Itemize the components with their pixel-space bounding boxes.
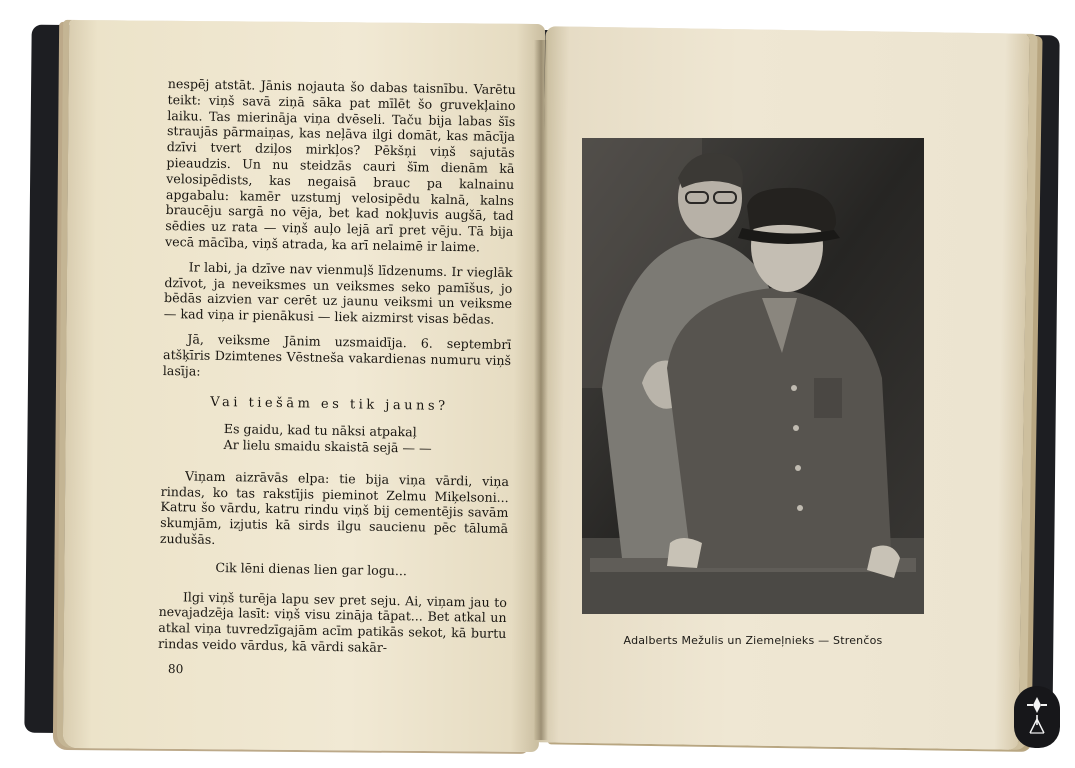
poem-line-2: Ar lielu smaidu skaistā sejā — — xyxy=(223,436,432,456)
poem-line-1: Es gaidu, kad tu nāksi atpakaļ xyxy=(223,421,417,440)
left-page-text xyxy=(158,76,516,658)
paragraph-4: Viņam aizrāvās elpa: tie bija viņa vārdi, viņa rindas, ko tas rakstījis pieminot Zelmu Miķelsoni... Katru šo vārdu, katru rindu viņš bij cementējis savām skumjām, izjutis kā sirds ilgu saucienu pēc tālumā zudušās. xyxy=(159,468,510,547)
poem-title: Vai tiešām es tik jauns? xyxy=(210,395,449,415)
paragraph-2: Ir labi, ja dzīve nav vienmuļš līdzenums. Ir vieglāk dzīvot, ja neveiksmes un veiksmes seko pamīšus, jo bēdās aizvien var cerēt uz jaunu veiksmi un veiksme — kad viņa ir pienākusi — liek aizmirst visas bēdas. xyxy=(163,259,513,327)
page-number: 80 xyxy=(167,661,184,677)
book-gutter xyxy=(534,40,548,740)
diamond-cross-logo-icon xyxy=(1023,695,1051,739)
portrait-photo xyxy=(582,138,924,614)
paragraph-5: Ilgi viņš turēja lapu sev pret seju. Ai, viņam jau to nevajadzēja lasīt: viņš visu zināja tāpat... Bet atkal un atkal viņa tuvredzīgajām acīm patikās sekot, kā burtu rindas veido vārdus, kā vārdi sakār- xyxy=(157,588,508,655)
paragraph-1: nespēj atstāt. Jānis nojauta šo dabas taisnību. Varētu teikt: viņš savā ziņā sāka pat mīlēt šo gruvekļaino laiku. Tas mierināja viņa dvēseli. Taču bija labas šīs straujās pārmaiņas, kas neļāva ilgi domāt, kas mācīja dzīvi tvert dziļos mirkļos? Pēkšņi viņš sajutās pieaudzis. Un nu steidzās cauri šīm dienām kā velosipēdists, kas negaisā brauc pa kalnainu apgabalu: kamēr uzstumj velosipēdu kalnā, kalns braucēju sargā no vēja, bet kad nokļuvis augšā, tad sēdies uz rata — viņš auļo lejā arī pret vēju. Tā bija vecā mācība, viņš atrada, ka arī nelaimē ir laime. xyxy=(164,76,516,255)
photo-caption: Adalberts Mežulis un Ziemeļnieks — Strenčos xyxy=(623,634,883,647)
quoted-line: Cik lēni dienas lien gar logu... xyxy=(215,559,408,578)
paragraph-3: Jā, veiksme Jānim uzsmaidīja. 6. septembrī atšķīris Dzimtenes Vēstneša vakardienas numuru viņš lasīja: xyxy=(162,331,512,379)
portrait-illustration xyxy=(582,138,924,614)
corner-badge xyxy=(1014,686,1060,748)
